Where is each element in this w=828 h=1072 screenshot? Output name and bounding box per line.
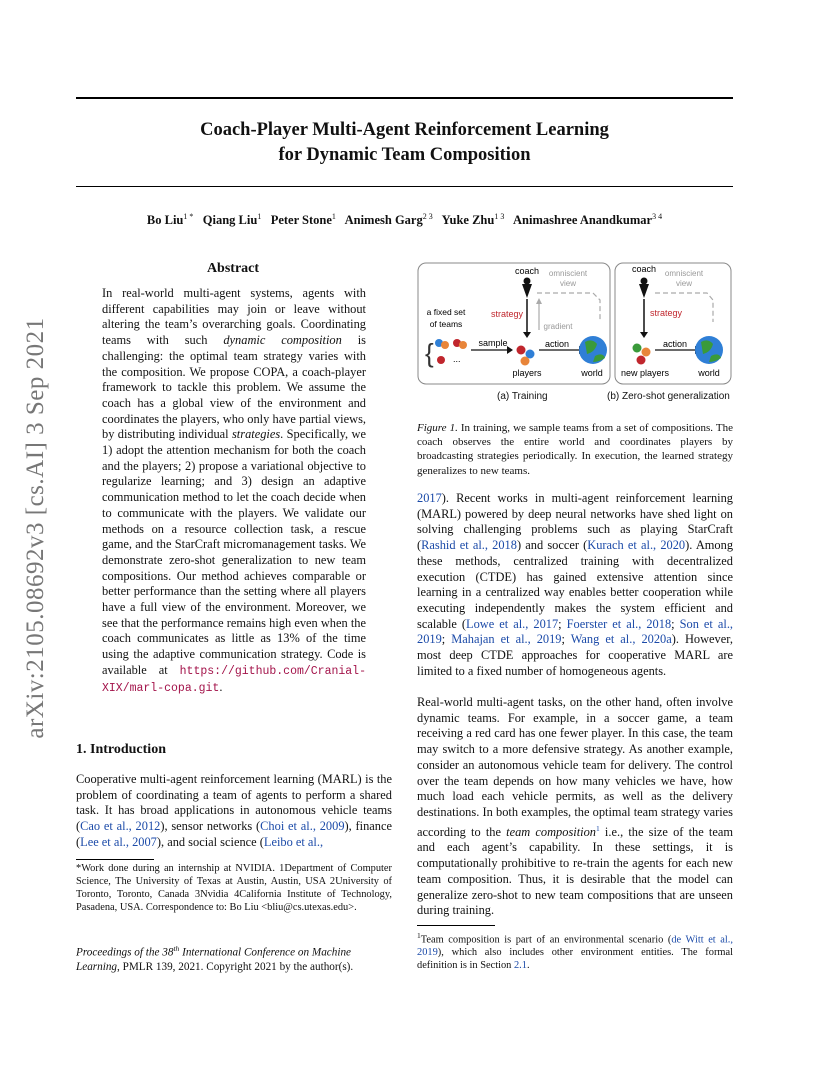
- player-icon: [441, 341, 449, 349]
- gradient-label: gradient: [543, 322, 573, 331]
- action-label: action: [662, 339, 688, 349]
- citation-link[interactable]: Kurach et al., 2020: [587, 538, 686, 553]
- panel-b-label: (b) Zero-shot generalization: [607, 391, 730, 402]
- title-line-2: for Dynamic Team Composition: [278, 145, 531, 165]
- citation-link[interactable]: Foerster et al., 2018: [566, 616, 672, 631]
- brace-icon: {: [425, 338, 434, 368]
- figure-1: [417, 262, 733, 387]
- citation-link[interactable]: Lowe et al., 2017: [466, 616, 559, 631]
- world-label: world: [698, 368, 720, 378]
- citation-link[interactable]: Lee et al., 2007: [80, 834, 157, 849]
- author: Yuke Zhu$^{1 3}$: [441, 212, 505, 228]
- player-icon: [633, 344, 642, 353]
- section-link[interactable]: 2.1: [513, 960, 527, 972]
- code-link[interactable]: https://github.com/Cranial-XIX/marl-copa.git: [102, 664, 366, 695]
- sample-label: sample: [478, 338, 508, 348]
- citation-link[interactable]: Wang et al., 2020a: [570, 632, 672, 647]
- omniscient-arrow: [537, 293, 600, 322]
- panel-a-label: (a) Training: [497, 391, 548, 402]
- affiliation-footnote: *Work done during an internship at NVIDIA. 1Department of Computer Science, The University of Texas at Austin, Austin, USA 2University of Toronto, Toronto, Canada 3Nvidia 4California Institute of Technology, Pasadena, USA. Correspondence to: Bo Liu <bliu@cs.utexas.edu>.: [76, 863, 392, 913]
- player-icon: [517, 346, 526, 355]
- abstract-heading: Abstract: [206, 261, 260, 276]
- view-label: view: [675, 279, 693, 288]
- citation-link[interactable]: Mahajan et al., 2019: [451, 632, 562, 647]
- omniscient-label: omniscient: [664, 269, 704, 278]
- right-paragraph-1: 2017). Recent works in multi-agent reinforcement learning (MARL) powered by deep neural networks have shed light on solving challenging problems such as playing StarCraft (Rashid et al., 2018) and soccer (Kurach et al., 2020). Among these methods, centralized training with decentralized execution (CTDE) has gained extensive attention since learning in a centralized way enables better cooperation while executing independently makes the system efficient and scalable (Lowe et al., 2017; Foerster et al., 2018; Son et al., 2019; Mahajan et al., 2019; Wang et al., 2020a). However, most deep CTDE approaches for cooperative MARL are limited to a fixed number of homogeneous agents.: [417, 491, 734, 678]
- arrow-head-icon: [523, 332, 531, 338]
- fixed-set-label-2: of teams: [429, 319, 463, 329]
- fixed-set-label: a fixed set: [426, 307, 466, 317]
- author: Bo Liu$^{1 *}$: [146, 212, 194, 228]
- citation-link[interactable]: Rashid et al., 2018: [421, 538, 517, 553]
- footnote-rule: [76, 859, 154, 860]
- view-label: view: [559, 279, 577, 288]
- author: Qiang Liu$^1$: [202, 212, 262, 228]
- author: Animashree Anandkumar$^{3 4}$: [513, 212, 663, 228]
- player-icon: [637, 356, 646, 365]
- strategy-label: strategy: [490, 309, 524, 319]
- arrow-head-icon: [507, 346, 513, 354]
- ellipsis-icon: ...: [453, 354, 461, 364]
- paper-title: [76, 118, 733, 168]
- coach-icon: [524, 278, 531, 285]
- figure-caption: Figure 1. In training, we sample teams from a set of compositions. The coach observes the entire world and coordinates players by broadcasting strategies periodically. In execution, the learned strategy generalizes to new teams.: [417, 422, 733, 477]
- arxiv-side-stamp: arXiv:2105.08692v3 [cs.AI] 3 Sep 2021: [22, 316, 49, 739]
- footnote-rule: [417, 925, 495, 926]
- citation-link[interactable]: 2017: [417, 491, 442, 505]
- player-icon: [459, 341, 467, 349]
- panel-b-frame: [615, 263, 731, 384]
- player-icon: [642, 348, 651, 357]
- abstract-body: In real-world multi-agent systems, agents with different capabilities may join or leave without altering the team’s overarching goals. Coordinating teams with such dynamic composition is challenging: the optimal team strategy varies with the composition. We propose COPA, a coach-player framework to tackle this problem. We assume the coach has a global view of the environment and coordinates the players, who only have partial views, by distributing individual strategies. Specifically, we 1) adopt the attention mechanism for both the coach and the players; 2) propose a variational objective to regularize learning; and 3) design an adaptive communication method to let the coach decide when to communicate with the players. We validate our methods on a resource collection task, a rescue game, and the StarCraft micromanagement tasks. We demonstrate zero-shot generalization to new team compositions. Our method achieves comparable or better performance than the setting where all players have a full view of the environment. Moreover, we see that the performance remains high even when the coach communicates as little as 13% of the time using the adaptive communication strategy. Code is available at https://github.com/Cranial-XIX/marl-copa.git.: [102, 286, 366, 695]
- figure-1-diagram: [417, 262, 733, 387]
- arrow-head-icon: [536, 298, 542, 304]
- right-paragraph-2: Real-world multi-agent tasks, on the other hand, often involve dynamic teams. For example, in a soccer game, a team receiving a red card has one fewer player. In this case, the team may switch to a more defensive strategy. As another example, consider an autonomous vehicle team for delivery. The control over the team depends on how many vehicles we have, how much load each vehicle permits, as well as the delivery destinations. In both examples, the optimal team strategy varies according to the team composition$^1$ i.e., the size of the team and each agent’s capability. In these settings, it is computationally prohibitive to re-train the agents for each new team composition. Thus, it is desirable that the model can generalize zero-shot to new team compositions that are unseen during training.: [417, 695, 733, 918]
- footnote-mark[interactable]: 1: [596, 823, 600, 833]
- proceedings-note: Proceedings of the 38th International Conference on Machine Learning, PMLR 139, 2021. Copyright 2021 by the author(s).: [76, 944, 354, 973]
- player-icon: [521, 357, 530, 366]
- strategy-label: strategy: [649, 308, 683, 318]
- citation-link[interactable]: Leibo et al.,: [263, 834, 324, 849]
- citation-link[interactable]: Cao et al., 2012: [80, 819, 161, 834]
- citation-link[interactable]: de Witt et al., 2019: [417, 934, 733, 959]
- players-label: players: [512, 368, 542, 378]
- citation-link[interactable]: Choi et al., 2009: [260, 819, 345, 834]
- new-players-label: new players: [620, 368, 670, 378]
- arrow-head-icon: [640, 332, 648, 338]
- title-line-1: Coach-Player Multi-Agent Reinforcement Learning: [200, 120, 609, 140]
- coach-body-icon: [639, 284, 649, 298]
- title-bottom-rule: [76, 186, 733, 187]
- author: Peter Stone$^1$: [270, 212, 336, 228]
- world-label: world: [581, 368, 603, 378]
- section-heading: 1. Introduction: [76, 742, 166, 757]
- footnote-1: $^1$Team composition is part of an environmental scenario (de Witt et al., 2019), which also includes other environment entities. The formal definition is in Section 2.1.: [417, 931, 733, 972]
- coach-label: coach: [514, 266, 540, 276]
- player-icon: [437, 356, 445, 364]
- coach-body-icon: [522, 284, 532, 298]
- coach-label: coach: [631, 264, 657, 274]
- action-label: action: [544, 339, 570, 349]
- top-rule: [76, 97, 733, 99]
- citation-link[interactable]: Son et al., 2019: [417, 616, 734, 647]
- author-list: [76, 212, 733, 228]
- author: Animesh Garg$^{2 3}$: [344, 212, 433, 228]
- omniscient-label: omniscient: [548, 269, 588, 278]
- intro-paragraph: Cooperative multi-agent reinforcement learning (MARL) is the problem of coordinating a team of agents to perform a shared task. It has broad applications in autonomous vehicle teams (Cao et al., 2012), sensor networks (Choi et al., 2009), finance (Lee et al., 2007), and social science (Leibo et al.,: [76, 772, 392, 849]
- coach-icon: [641, 278, 648, 285]
